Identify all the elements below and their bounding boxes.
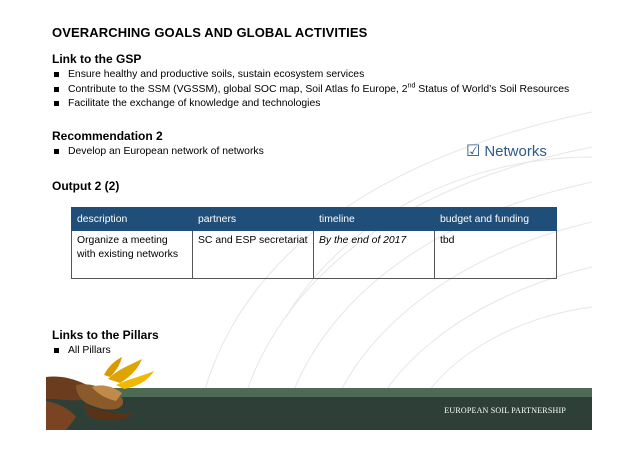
- table-header-row: [72, 208, 557, 231]
- gsp-list: [52, 68, 569, 112]
- table-cell: By the end of 2017: [314, 231, 435, 279]
- column-header: description: [72, 208, 193, 231]
- table-cell: tbd: [435, 231, 557, 279]
- list-item: Contribute to the SSM (VGSSM), global SOC map, Soil Atlas fo Europe, 2nd Status of World’s Soil Resources: [52, 83, 569, 98]
- column-header: budget and funding: [435, 208, 557, 231]
- list-item: All Pillars: [52, 344, 111, 359]
- handshake-with-wheat-logo: [46, 357, 156, 430]
- output-heading: Output 2 (2): [52, 179, 120, 193]
- column-header: timeline: [314, 208, 435, 231]
- slide: [46, 17, 592, 430]
- networks-tag: [466, 141, 547, 161]
- recommendation-list: [52, 145, 264, 160]
- gsp-heading: Link to the GSP: [52, 52, 142, 66]
- page-title: OVERARCHING GOALS AND GLOBAL ACTIVITIES: [52, 25, 368, 40]
- list-item: Develop an European network of networks: [52, 145, 264, 160]
- list-item: Ensure healthy and productive soils, sustain ecosystem services: [52, 68, 569, 83]
- networks-label: Networks: [484, 143, 547, 160]
- checkbox-checked-icon: ☑: [466, 143, 481, 160]
- ordinal-suffix: nd: [407, 82, 416, 90]
- column-header: partners: [193, 208, 314, 231]
- table-row: [72, 231, 557, 279]
- brand-name: EUROPEAN SOIL PARTNERSHIP: [444, 406, 566, 415]
- list-item: Facilitate the exchange of knowledge and technologies: [52, 97, 569, 112]
- recommendation-heading: Recommendation 2: [52, 129, 163, 143]
- table-cell: Organize a meeting with existing networks: [72, 231, 193, 279]
- pillars-heading: Links to the Pillars: [52, 328, 159, 342]
- table-cell: SC and ESP secretariat: [193, 231, 314, 279]
- output-table: [71, 207, 557, 279]
